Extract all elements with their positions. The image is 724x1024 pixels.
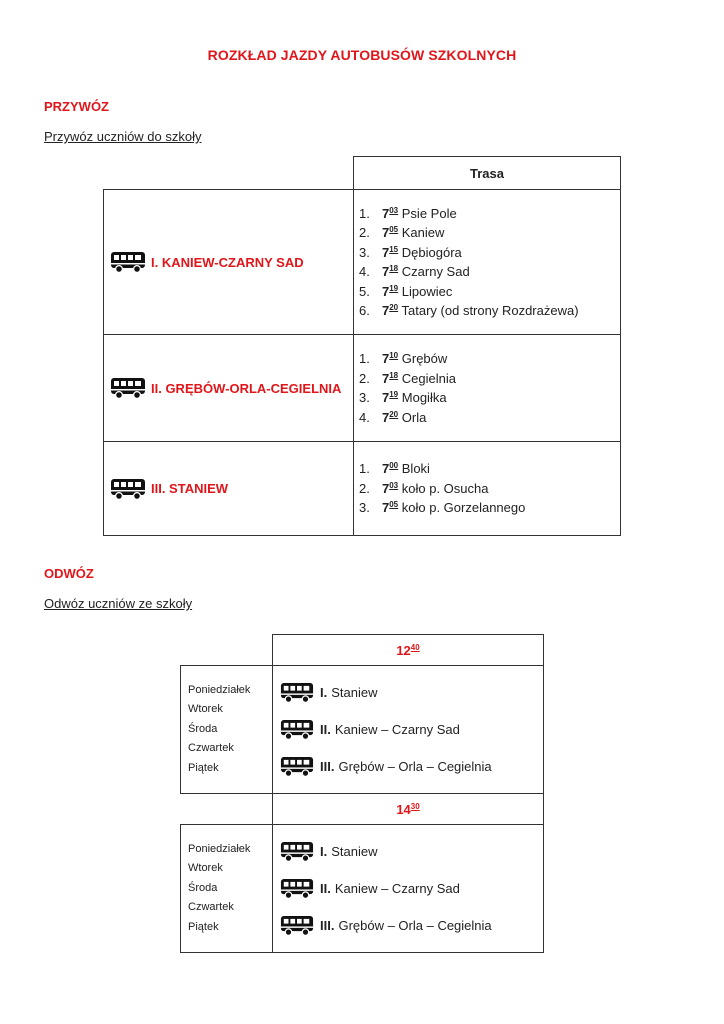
stop-place: Mogiłka — [401, 390, 447, 405]
day-label: Środa — [188, 722, 218, 735]
departure-time-header — [273, 794, 544, 825]
empty-cell — [104, 157, 354, 190]
time-minutes: 19 — [389, 283, 399, 293]
stop-place: Grębów — [401, 351, 448, 366]
route-name: Grębów – Orla – Cegielnia — [338, 759, 492, 774]
stop-place: Orla — [401, 409, 427, 425]
stop-number: 2. — [359, 225, 370, 240]
stop-time — [382, 500, 398, 515]
przywoz-heading: PRZYWÓZ — [44, 99, 109, 114]
stop-item — [354, 204, 620, 224]
time-minutes: 20 — [389, 409, 399, 419]
buses-cell — [273, 825, 544, 953]
bus-route-item — [280, 833, 543, 870]
route-number: III. — [320, 759, 335, 774]
stop-time — [382, 390, 398, 405]
stop-time — [382, 351, 398, 366]
route-row — [104, 335, 621, 442]
time-minutes: 03 — [389, 480, 399, 490]
stop-place: koło p. Osucha — [401, 480, 489, 496]
time-hour: 7 — [382, 480, 390, 496]
route-stops-cell — [354, 190, 621, 335]
time-minutes: 00 — [389, 461, 399, 471]
route-name — [104, 376, 353, 400]
stops-list — [354, 349, 620, 427]
stop-item — [354, 349, 620, 369]
stop-time — [382, 371, 398, 386]
stop-place: koło p. Gorzelannego — [401, 500, 526, 516]
stop-item — [354, 388, 620, 408]
stop-time — [382, 264, 398, 279]
route-name-label: III. STANIEW — [151, 481, 229, 496]
empty-cell — [181, 635, 273, 666]
route-name-cell — [104, 442, 354, 536]
time-minutes: 40 — [410, 642, 420, 652]
time-hour: 7 — [382, 303, 390, 318]
time-minutes: 03 — [389, 205, 399, 215]
route-name: Kaniew – Czarny Sad — [334, 722, 460, 737]
stop-number: 3. — [359, 244, 370, 260]
day-label: Środa — [188, 881, 218, 894]
stop-item — [354, 301, 620, 321]
day-label: Poniedziałek — [188, 842, 251, 855]
stop-place: Cegielnia — [401, 370, 456, 386]
stop-place: Kaniew — [401, 225, 445, 240]
stop-number: 5. — [359, 283, 370, 299]
time-minutes: 19 — [389, 390, 399, 399]
time-hour: 7 — [382, 461, 390, 477]
day-label: Wtorek — [188, 862, 223, 875]
day-label: Piątek — [188, 920, 219, 933]
route-name: Kaniew – Czarny Sad — [334, 881, 460, 896]
stop-item — [354, 498, 620, 518]
bus-icon — [110, 376, 146, 400]
stop-item — [354, 369, 620, 389]
stop-place: Lipowiec — [401, 283, 453, 299]
time-hour: 7 — [382, 390, 390, 405]
day-label: Wtorek — [188, 703, 223, 716]
bus-icon — [280, 877, 314, 900]
day-label: Czwartek — [188, 742, 234, 755]
time-hour: 7 — [382, 409, 390, 425]
bus-route-item — [280, 748, 543, 785]
stop-place: Czarny Sad — [401, 264, 470, 279]
stops-list — [354, 459, 620, 518]
stop-time — [382, 303, 398, 318]
empty-cell — [181, 794, 273, 825]
stop-place: Dębiogóra — [401, 244, 462, 260]
bus-icon — [280, 755, 314, 778]
time-minutes: 15 — [389, 244, 399, 254]
route-stops-cell — [354, 442, 621, 536]
stop-time — [382, 206, 398, 221]
route-name: Staniew — [331, 844, 378, 859]
day-label: Czwartek — [188, 901, 234, 914]
stop-number: 1. — [359, 205, 370, 221]
bus-route-item — [280, 674, 543, 711]
route-number: I. — [320, 844, 328, 859]
stop-number: 1. — [359, 461, 370, 477]
bus-icon — [280, 840, 314, 863]
odwoz-table — [180, 634, 544, 953]
stop-time — [382, 481, 398, 496]
stop-place: Psie Pole — [401, 205, 457, 221]
days-cell — [181, 666, 273, 794]
buses-cell — [273, 666, 544, 794]
time-minutes: 10 — [389, 351, 399, 360]
stop-place: Bloki — [401, 461, 430, 477]
route-number: II. — [320, 722, 331, 737]
bus-icon — [280, 914, 314, 937]
odwoz-subheading: Odwóz uczniów ze szkoły — [44, 596, 193, 611]
bus-route-item — [280, 870, 543, 907]
time-minutes: 30 — [410, 801, 420, 811]
route-row — [104, 442, 621, 536]
time-hour: 7 — [382, 225, 390, 240]
route-name-label: I. KANIEW-CZARNY SAD — [151, 254, 304, 270]
day-label: Poniedziałek — [188, 683, 251, 696]
time-minutes: 18 — [389, 370, 399, 380]
route-number: III. — [320, 918, 335, 933]
day-label: Piątek — [188, 761, 219, 774]
stop-item — [354, 282, 620, 302]
route-name-cell — [104, 335, 354, 442]
trasa-header: Trasa — [354, 157, 621, 190]
bus-icon — [110, 477, 146, 501]
route-name: Grębów – Orla – Cegielnia — [338, 918, 492, 933]
time-hour: 12 — [396, 642, 411, 658]
stop-time — [382, 245, 398, 260]
stop-item — [354, 459, 620, 479]
stop-number: 6. — [359, 303, 370, 318]
schedule-row — [181, 825, 544, 953]
stop-place: Tatary (od strony Rozdrażewa) — [401, 303, 579, 318]
stop-time — [382, 410, 398, 425]
route-name — [104, 477, 353, 501]
route-row — [104, 190, 621, 335]
time-hour: 7 — [382, 205, 390, 221]
stop-number: 2. — [359, 480, 370, 496]
stop-number: 1. — [359, 351, 370, 366]
stop-item — [354, 408, 620, 428]
stop-time — [382, 284, 398, 299]
przywoz-subheading: Przywóz uczniów do szkoły — [44, 129, 202, 144]
time-minutes: 18 — [389, 264, 399, 273]
time-hour: 14 — [396, 801, 411, 817]
bus-icon — [110, 250, 146, 274]
days-cell — [181, 825, 273, 953]
stop-time — [382, 225, 398, 240]
time-hour: 7 — [382, 283, 390, 299]
time-minutes: 05 — [389, 225, 399, 234]
time-hour: 7 — [382, 264, 390, 279]
bus-route-item — [280, 907, 543, 944]
time-minutes: 05 — [389, 500, 399, 510]
stop-item — [354, 223, 620, 243]
stop-number: 3. — [359, 390, 370, 405]
stop-time — [382, 461, 398, 476]
schedule-row — [181, 666, 544, 794]
time-minutes: 20 — [389, 303, 399, 312]
time-hour: 7 — [382, 351, 390, 366]
stop-item — [354, 243, 620, 263]
stop-number: 2. — [359, 370, 370, 386]
route-stops-cell — [354, 335, 621, 442]
route-name-cell — [104, 190, 354, 335]
route-number: II. — [320, 881, 331, 896]
route-name: Staniew — [331, 685, 378, 700]
bus-route-item — [280, 711, 543, 748]
page-title: ROZKŁAD JAZDY AUTOBUSÓW SZKOLNYCH — [207, 47, 517, 63]
time-hour: 7 — [382, 370, 390, 386]
route-name — [104, 250, 353, 274]
stop-item — [354, 262, 620, 282]
stop-number: 4. — [359, 409, 370, 425]
departure-time-header — [273, 635, 544, 666]
time-hour: 7 — [382, 244, 390, 260]
bus-icon — [280, 718, 314, 741]
stops-list — [354, 204, 620, 321]
stop-item — [354, 479, 620, 499]
route-name-label: II. GRĘBÓW-ORLA-CEGIELNIA — [151, 380, 342, 396]
przywoz-table — [103, 156, 621, 536]
time-hour: 7 — [382, 500, 390, 516]
odwoz-heading: ODWÓZ — [44, 566, 94, 581]
bus-icon — [280, 681, 314, 704]
stop-number: 3. — [359, 500, 370, 516]
stop-number: 4. — [359, 264, 370, 279]
route-number: I. — [320, 685, 328, 700]
